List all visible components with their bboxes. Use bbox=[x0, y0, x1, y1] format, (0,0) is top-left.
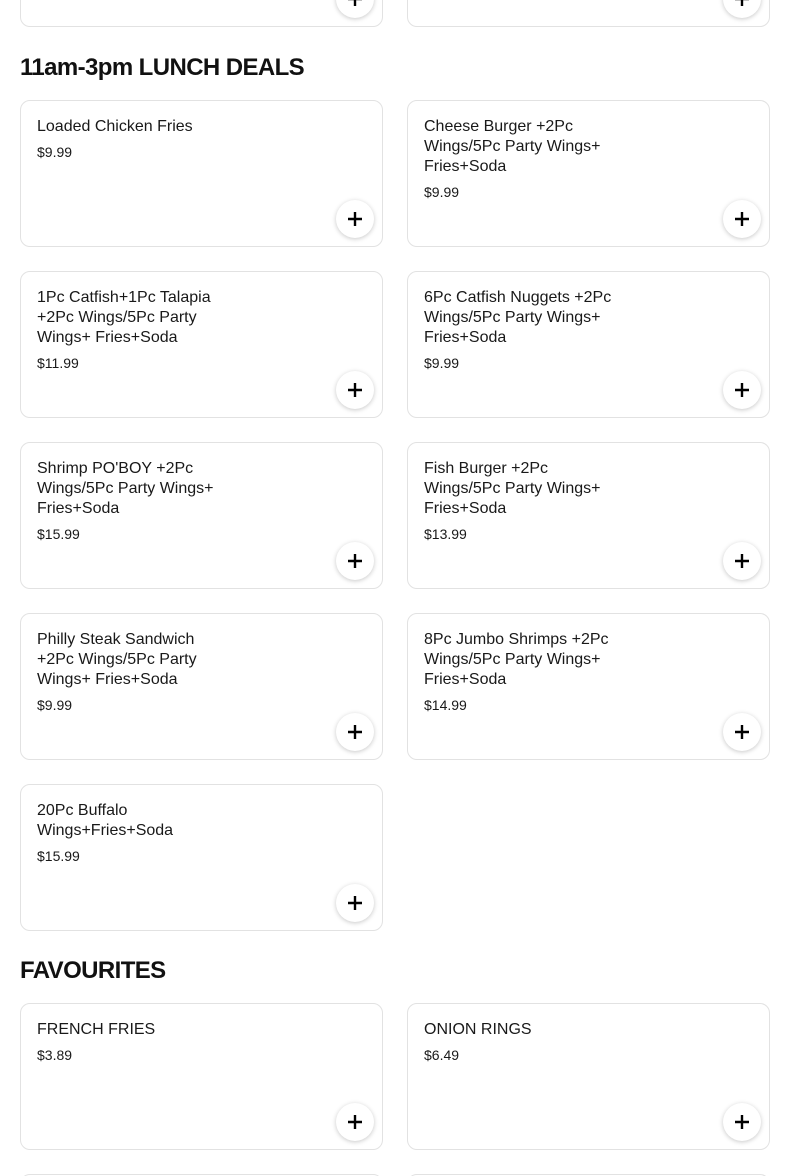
plus-icon bbox=[735, 383, 749, 397]
menu-item-price: $15.99 bbox=[37, 848, 80, 864]
menu-item-card[interactable] bbox=[20, 100, 383, 247]
add-to-cart-button[interactable] bbox=[723, 713, 761, 751]
menu-item-price: $6.49 bbox=[424, 1047, 460, 1063]
add-to-cart-button[interactable] bbox=[336, 713, 374, 751]
menu-item-price: $13.99 bbox=[424, 526, 467, 542]
menu-item-card[interactable] bbox=[20, 613, 383, 760]
menu-item-card-partial[interactable] bbox=[20, 0, 383, 27]
plus-icon bbox=[735, 1115, 749, 1129]
add-to-cart-button[interactable] bbox=[336, 0, 374, 18]
menu-item-name: Cheese Burger +2Pc Wings/5Pc Party Wings+ Fries+Soda $9.99 bbox=[424, 117, 614, 202]
menu-item-name: Shrimp PO'BOY +2Pc Wings/5Pc Party Wings+ Fries+Soda $15.99 bbox=[37, 459, 227, 544]
menu-item-name: 8Pc Jumbo Shrimps +2Pc Wings/5Pc Party Wings+ Fries+Soda $14.99 bbox=[424, 630, 614, 715]
plus-icon bbox=[735, 725, 749, 739]
plus-icon bbox=[348, 554, 362, 568]
menu-item-name: 6Pc Catfish Nuggets +2Pc Wings/5Pc Party Wings+ Fries+Soda $9.99 bbox=[424, 288, 614, 373]
add-to-cart-button[interactable] bbox=[336, 542, 374, 580]
plus-icon bbox=[348, 725, 362, 739]
menu-item-price: $11.99 bbox=[37, 355, 79, 371]
section-title-favourites: FAVOURITES bbox=[20, 957, 166, 984]
menu-item-card[interactable] bbox=[20, 1003, 383, 1150]
menu-item-price: $3.89 bbox=[37, 1047, 73, 1063]
menu-item-name: ONION RINGS $6.49 bbox=[424, 1020, 614, 1065]
add-to-cart-button[interactable] bbox=[336, 884, 374, 922]
menu-item-price: $9.99 bbox=[37, 697, 73, 713]
menu-item-price: $9.99 bbox=[37, 144, 73, 160]
plus-icon bbox=[735, 0, 749, 6]
menu-item-card[interactable] bbox=[407, 100, 770, 247]
menu-item-card[interactable] bbox=[20, 784, 383, 931]
menu-item-card-partial[interactable] bbox=[407, 0, 770, 27]
menu-item-price: $9.99 bbox=[424, 184, 460, 200]
menu-item-card[interactable] bbox=[407, 613, 770, 760]
menu-item-card[interactable] bbox=[407, 442, 770, 589]
plus-icon bbox=[735, 212, 749, 226]
plus-icon bbox=[348, 212, 362, 226]
plus-icon bbox=[735, 554, 749, 568]
menu-item-card[interactable] bbox=[20, 271, 383, 418]
plus-icon bbox=[348, 0, 362, 6]
menu-item-name: 1Pc Catfish+1Pc Talapia +2Pc Wings/5Pc Party Wings+ Fries+Soda $11.99 bbox=[37, 288, 227, 373]
menu-item-price: $14.99 bbox=[424, 697, 467, 713]
add-to-cart-button[interactable] bbox=[723, 0, 761, 18]
menu-item-card[interactable] bbox=[407, 271, 770, 418]
plus-icon bbox=[348, 1115, 362, 1129]
menu-item-card[interactable] bbox=[20, 442, 383, 589]
add-to-cart-button[interactable] bbox=[336, 1103, 374, 1141]
add-to-cart-button[interactable] bbox=[723, 200, 761, 238]
menu-item-name: Philly Steak Sandwich +2Pc Wings/5Pc Party Wings+ Fries+Soda $9.99 bbox=[37, 630, 227, 715]
menu-item-card[interactable] bbox=[407, 1003, 770, 1150]
add-to-cart-button[interactable] bbox=[336, 371, 374, 409]
menu-item-price: $9.99 bbox=[424, 355, 460, 371]
add-to-cart-button[interactable] bbox=[336, 200, 374, 238]
plus-icon bbox=[348, 383, 362, 397]
menu-item-name: Fish Burger +2Pc Wings/5Pc Party Wings+ Fries+Soda $13.99 bbox=[424, 459, 614, 544]
plus-icon bbox=[348, 896, 362, 910]
add-to-cart-button[interactable] bbox=[723, 542, 761, 580]
menu-item-name: Loaded Chicken Fries $9.99 bbox=[37, 117, 227, 162]
menu-item-price: $15.99 bbox=[37, 526, 80, 542]
menu-item-name: FRENCH FRIES $3.89 bbox=[37, 1020, 227, 1065]
section-title-lunch-deals: 11am-3pm LUNCH DEALS bbox=[20, 54, 305, 81]
add-to-cart-button[interactable] bbox=[723, 371, 761, 409]
add-to-cart-button[interactable] bbox=[723, 1103, 761, 1141]
menu-item-name: 20Pc Buffalo Wings+Fries+Soda $15.99 bbox=[37, 801, 207, 866]
